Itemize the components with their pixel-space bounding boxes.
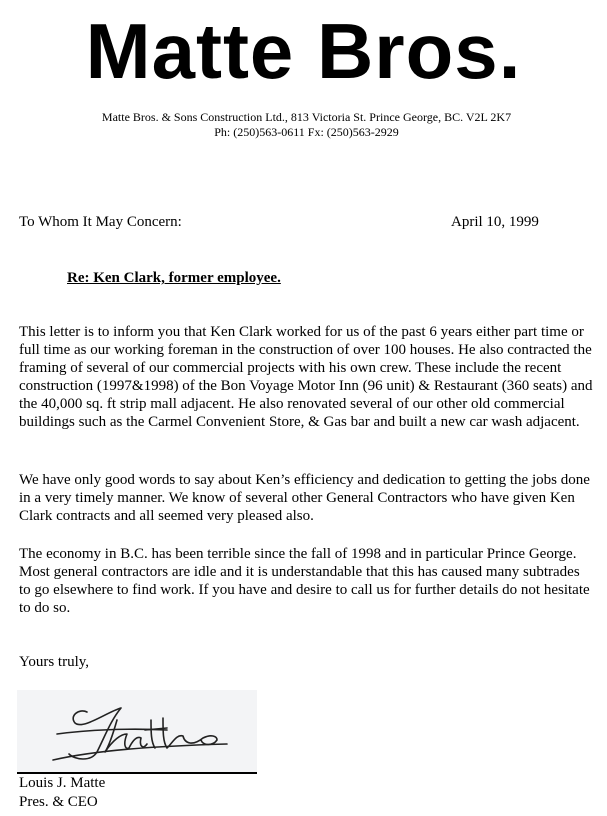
letter-date: April 10, 1999 [451, 214, 539, 230]
company-logo: Matte Bros. [85, 7, 522, 95]
handwritten-signature [17, 690, 257, 774]
letterhead-address-block [0, 110, 607, 140]
signer-block [19, 774, 105, 812]
signer-name: Louis J. Matte [19, 775, 106, 791]
body-paragraph: The economy in B.C. has been terrible since the fall of 1998 and in particular Prince George. Most general contractors are idle and it is understandable that this has caused many subtrades to go elsewhere to find work. If you have and desire to call us for further details do not hesitate to do so. [19, 546, 590, 616]
body-paragraph: This letter is to inform you that Ken Clark worked for us of the past 6 years either part time or full time as our working foreman in the construction of over 100 houses. He also contracted the framing of several of our commercial projects with his own crew. These include the recent construction (1997&1998) of the Bon Voyage Motor Inn (96 unit) & Restaurant (360 seats) and the 40,000 sq. ft strip mall adjacent. He also renovated several of our other old commercial buildings such as the Carmel Convenient Store, & Gas bar and built a new car wash adjacent. [19, 324, 593, 430]
company-phone-fax: Ph: (250)563-0611 Fx: (250)563-2929 [214, 125, 399, 139]
subject-line: Re: Ken Clark, former employee. [67, 270, 281, 286]
closing: Yours truly, [19, 654, 90, 670]
signer-title: Pres. & CEO [19, 794, 98, 810]
company-address: Matte Bros. & Sons Construction Ltd., 813 Victoria St. Prince George, BC. V2L 2K7 [101, 110, 512, 124]
signature-scribble [17, 690, 257, 770]
salutation: To Whom It May Concern: [19, 214, 182, 230]
body-paragraph: We have only good words to say about Ken’s efficiency and dedication to getting the jobs done in a very timely manner. We know of several other General Contractors who have given Ken Clark contracts and all seemed very pleased also. [19, 472, 590, 524]
